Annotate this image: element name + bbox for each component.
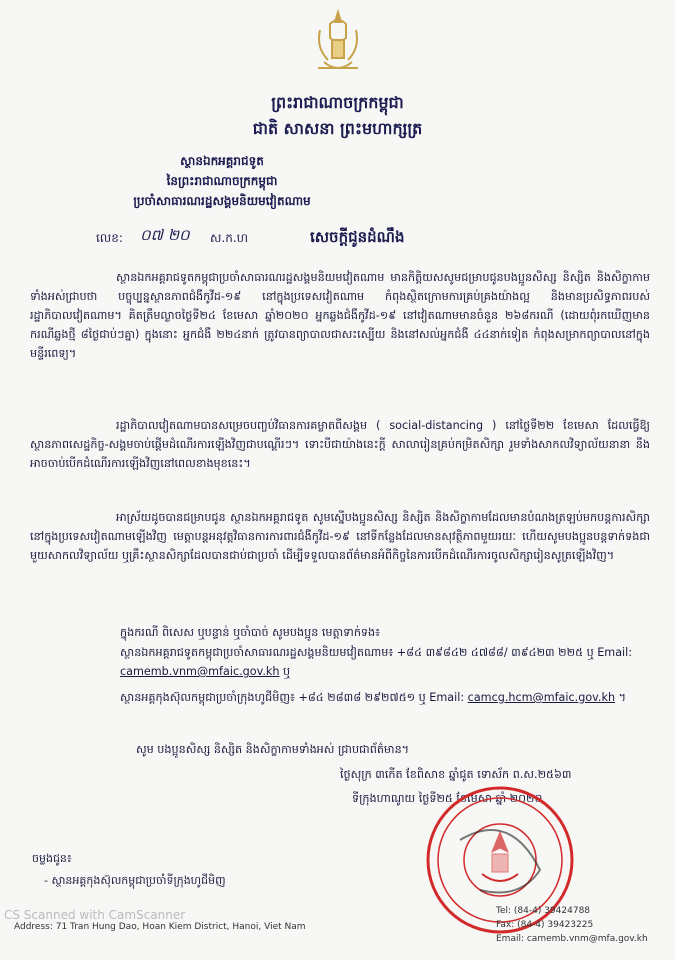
footer-email: Email: camemb.vnm@mfa.gov.kh <box>496 934 648 944</box>
consulate-email-link[interactable]: camcg.hcm@mfaic.gov.kh <box>467 691 616 704</box>
ref-suffix: ស.ក.ហ <box>210 231 249 245</box>
ministry-line-1: ស្ថានឯកអគ្គរាជទូត <box>180 154 264 168</box>
paragraph-3: អាស្រ័យដូចបានជម្រាបជូន ស្ថានឯកអគ្គរាជទូត សូមស្នើបងប្អូនសិស្ស និស្សិត និងសិក្ខាកាមដែលមានបំណងត្រឡប់មកបន្តការសិក្សានៅក្នុងប្រទេសវៀតណាមឡើងវិញ មេត្តាបន្តអនុវត្តវិធានការការពារជំងឺកូវីដ-១៩ នៅទីកន្លែងដែលមានសុវត្ថិភាពមួយរយៈ ហើយសូមបងប្អូនបន្តទាក់ទងជាមួយសាកលវិទ្យាល័យ ឬគ្រឹះស្ថានសិក្សាដែលបានជាប់ជាប្រចាំ ដើម្បីទទួលបានព័ត៌មានអំពីកិច្ចនៃការបើកដំណើរការចូលសិក្សារៀនសូត្រឡើងវិញ។ <box>30 511 650 562</box>
paragraph-1: ស្ថានឯកអគ្គរាជទូតកម្ពុជាប្រចាំសាធារណរដ្ឋសង្គមនិយមវៀតណាម មានកិត្តិយសសូមជម្រាបជូនបងប្អូនសិស្ស និស្សិត និងសិក្ខាកាមទាំងអស់ជ្រាបថា បច្ចុប្បន្នស្ថានភាពជំងឺកូវីដ-១៩ នៅក្នុងប្រទេសវៀតណាម កំពុងស្ថិតក្រោមការគ្រប់គ្រងយ៉ាងល្អ និងមានប្រសិទ្ធភាពរបស់រដ្ឋាភិបាលវៀតណាម។ គិតត្រឹមល្ងាចថ្ងៃទី២៤ ខែមេសា ឆ្នាំ២០២០ អ្នកឆ្លងជំងឺកូវីដ-១៩ នៅវៀតណាមមានចំនួន ២៦៨ករណី (ដោយពុំរកឃើញមានករណីឆ្លងថ្មី ៨ថ្ងៃជាប់ៗគ្នា) ក្នុងនោះ អ្នកជំងឺ ២២៤នាក់ ត្រូវបានព្យាបាលជាសះស្បើយ និងនៅសល់អ្នកជំងឺ ៤៤នាក់ទៀត កំពុងសម្រាកព្យាបាលនៅក្នុងមន្ទីរពេទ្យ។ <box>30 271 650 360</box>
document-title: សេចក្តីជូនដំណឹង <box>310 228 405 246</box>
cc-item: - ស្ថានអគ្គកុងស៊ុលកម្ពុជាប្រចាំទីក្រុងហូជីមិញ <box>44 874 226 887</box>
ref-number: ០៧ ២០ <box>140 226 190 244</box>
footer-tel: Tel: (84-4) 39424788 <box>496 906 591 916</box>
date-lunar: ថ្ងៃសុក្រ ៣កើត ខែពិសាខ ឆ្នាំជូត ទោស័ក ព.ស.២៥៦៣ <box>340 768 572 781</box>
footer-address: Address: 71 Tran Hung Dao, Hoan Kiem District, Hanoi, Viet Nam <box>14 922 306 932</box>
ref-prefix: លេខ: <box>96 231 123 245</box>
kingdom-title: ព្រះរាជាណាចក្រកម្ពុជា <box>271 93 404 112</box>
contact-intro: ក្នុងករណី ពិសេស ឬបន្ទាន់ ឬចាំបាច់ សូមបងប្អូន មេត្តាទាក់ទង៖ <box>120 626 381 639</box>
cc-label: ចម្លងជូន៖ <box>32 852 72 865</box>
ministry-line-3: ប្រចាំសាធារណរដ្ឋសង្គមនិយមវៀតណាម <box>133 194 311 208</box>
embassy-email-link[interactable]: camemb.vnm@mfaic.gov.kh <box>120 665 280 678</box>
paragraph-2: រដ្ឋាភិបាលវៀតណាមបានសម្រេចបញ្ចប់វិធានការគម្លាតពីសង្គម ( social-distancing ) នៅថ្ងៃទី២២ ខែមេសា ដែលធ្វើឱ្យស្ថានភាពសេដ្ឋកិច្ច-សង្គមចាប់ផ្តើមដំណើរការឡើងវិញជាបណ្តើរៗ។ ទោះបីជាយ៉ាងនេះក្តី សាលារៀនគ្រប់កម្រិតសិក្សា រួមទាំងសាកលវិទ្យាល័យនានា នឹងអាចចាប់បើកដំណើរការឡើងវិញនៅពេលខាងមុខនេះ។ <box>30 419 650 470</box>
camscanner-watermark: CS Scanned with CamScanner <box>4 908 186 922</box>
contact-text: ស្ថានឯកអគ្គរាជទូតកម្ពុជាប្រចាំសាធារណរដ្ឋសង្គមនិយមវៀតណាម៖ +៨៤ ៣៩៨៤២ ៤៧៨៨/ ៣៩៤២៣ ២២៥ ឬ Email: <box>120 646 633 659</box>
contact-item-consulate <box>120 688 650 707</box>
official-seal-icon <box>420 780 580 940</box>
contact-tail: ។ <box>618 691 626 704</box>
footer-fax: Fax: (84-4) 39423225 <box>496 920 594 930</box>
contact-item-embassy <box>120 643 650 681</box>
contact-text: ស្ថានអគ្គកុងស៊ុលកម្ពុជាប្រចាំក្រុងហូជីមិញ៖ +៨៤ ២៨៣៨ ២៩២៧៥១ ឬ Email: <box>120 691 465 704</box>
motto: ជាតិ សាសនា ព្រះមហាក្សត្រ <box>252 119 423 138</box>
date-solar: ទីក្រុងហាណូយ ថ្ងៃទី២៥ ខែមេសា ឆ្នាំ ២០២០ <box>352 792 543 805</box>
ministry-line-2: នៃព្រះរាជាណាចក្រកម្ពុជា <box>166 174 278 188</box>
royal-emblem-icon <box>310 8 366 78</box>
closing-line: សូម បងប្អូនសិស្ស និស្សិត និងសិក្ខាកាមទាំងអស់ ជ្រាបជាព័ត៌មាន។ <box>136 743 410 756</box>
contact-tail: ឬ <box>283 665 291 678</box>
